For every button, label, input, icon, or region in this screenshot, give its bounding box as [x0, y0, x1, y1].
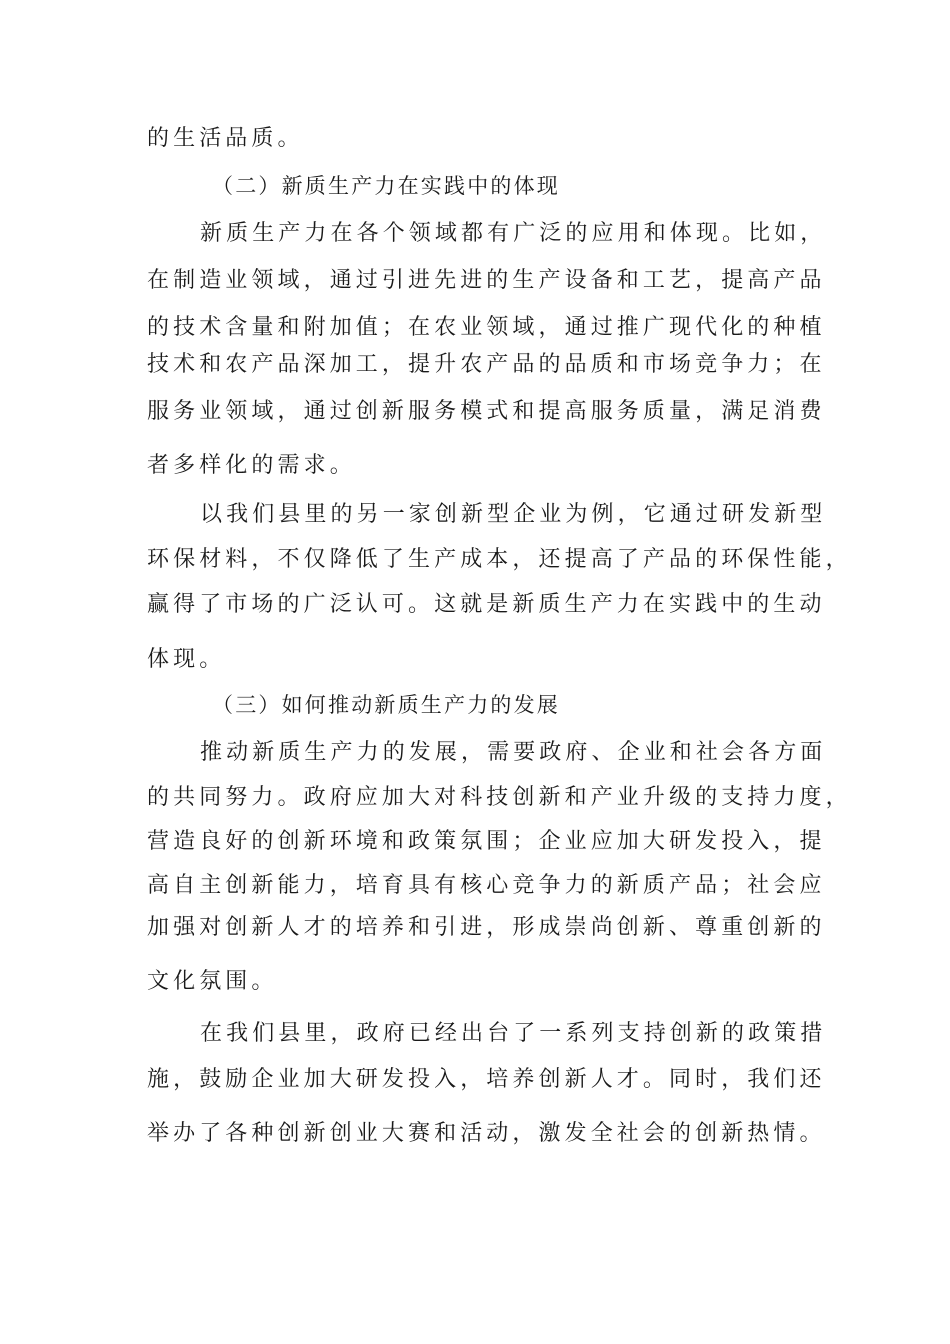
paragraph-line: 赢得了市场的广泛认可。这就是新质生产力在实践中的生动 — [147, 592, 826, 617]
paragraph-line: 服务业领域，通过创新服务模式和提高服务质量，满足消费 — [147, 399, 826, 424]
paragraph-line: 高自主创新能力，培育具有核心竞争力的新质产品；社会应 — [147, 873, 826, 898]
paragraph-line: 者多样化的需求。 — [147, 453, 356, 478]
paragraph-line: 举办了各种创新创业大赛和活动，激发全社会的创新热情。 — [147, 1121, 826, 1146]
paragraph-line: 体现。 — [147, 647, 226, 672]
section-heading: （二）新质生产力在实践中的体现 — [212, 174, 560, 198]
paragraph-line: 在我们县里，政府已经出台了一系列支持创新的政策措 — [200, 1021, 827, 1046]
paragraph-line: 技术和农产品深加工，提升农产品的品质和市场竞争力；在 — [147, 352, 826, 377]
paragraph-line: 加强对创新人才的培养和引进，形成崇尚创新、尊重创新的 — [147, 915, 826, 940]
paragraph-line: 的生活品质。 — [147, 126, 304, 151]
paragraph-line: 的技术含量和附加值；在农业领域，通过推广现代化的种植 — [147, 315, 826, 340]
paragraph-line: 以我们县里的另一家创新型企业为例，它通过研发新型 — [200, 502, 827, 527]
paragraph-line: 文化氛围。 — [147, 969, 278, 994]
paragraph-line: 环保材料，不仅降低了生产成本，还提高了产品的环保性能， — [147, 547, 852, 572]
paragraph-line: 施，鼓励企业加大研发投入，培养创新人才。同时，我们还 — [147, 1067, 826, 1092]
paragraph-line: 新质生产力在各个领域都有广泛的应用和体现。比如， — [200, 221, 827, 246]
paragraph-line: 的共同努力。政府应加大对科技创新和产业升级的支持力度， — [147, 785, 852, 810]
paragraph-line: 推动新质生产力的发展，需要政府、企业和社会各方面 — [200, 740, 827, 765]
paragraph-line: 营造良好的创新环境和政策氛围；企业应加大研发投入，提 — [147, 829, 826, 854]
section-heading: （三）如何推动新质生产力的发展 — [212, 693, 560, 717]
paragraph-line: 在制造业领域，通过引进先进的生产设备和工艺，提高产品 — [147, 268, 826, 293]
